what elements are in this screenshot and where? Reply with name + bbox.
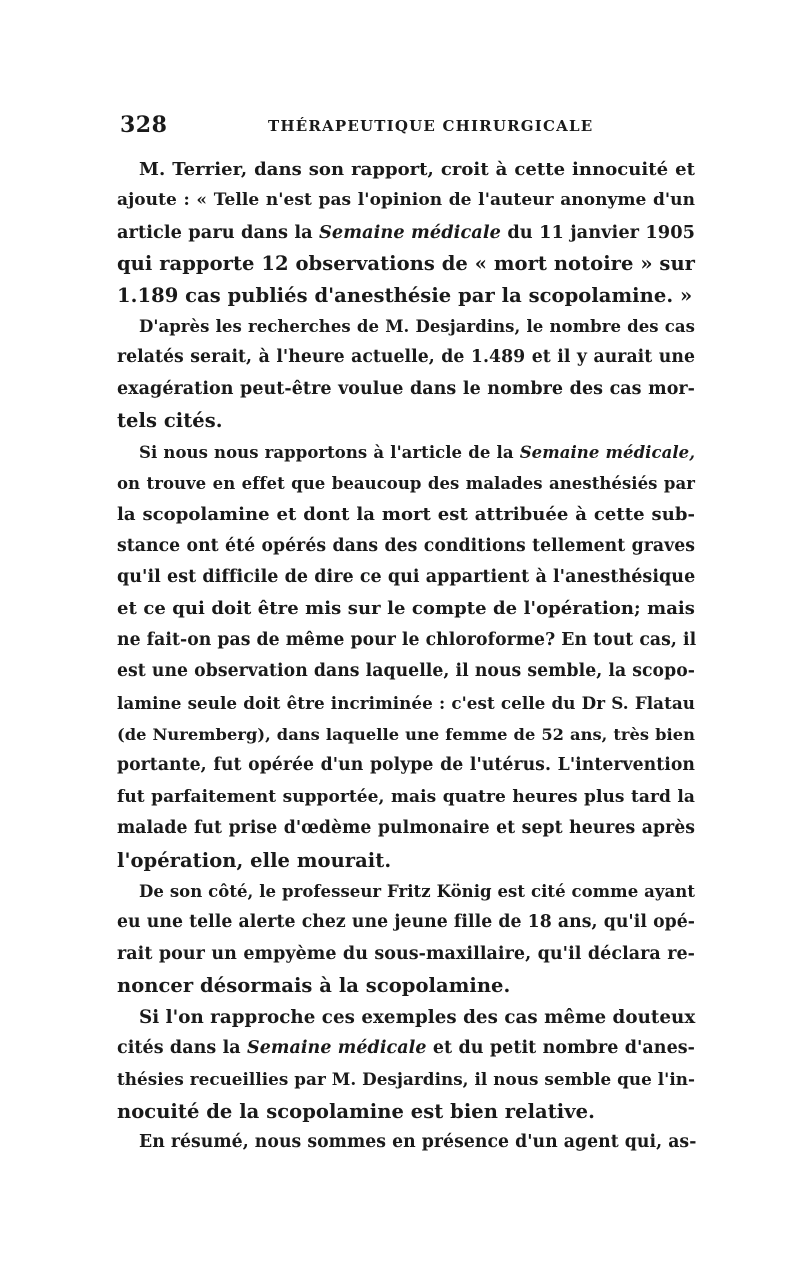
text-line: thésies recueillies par M. Desjardins, il nous semble que l'in-	[117, 1069, 695, 1090]
text-line: 1.189 cas publiés d'anesthésie par la scopolamine. »	[117, 283, 693, 307]
text-line: En résumé, nous sommes en présence d'un agent qui, as-	[139, 1132, 697, 1153]
text-line: stance ont été opérés dans des conditions tellement graves	[117, 535, 695, 556]
text-line: (de Nuremberg), dans laquelle une femme de 52 ans, très bien	[117, 725, 695, 745]
text-line: exagération peut-être voulue dans le nombre des cas mor-	[117, 378, 695, 399]
text-line: tels cités.	[117, 409, 223, 433]
page-header	[120, 112, 694, 142]
text-line: article paru dans la Semaine médicale du 11 janvier 1905	[117, 221, 695, 243]
journal-title: Semaine médicale	[247, 1037, 427, 1058]
text-line: qui rapporte 12 observations de « mort notoire » sur	[117, 252, 695, 276]
text-line: Si nous nous rapportons à l'article de la Semaine médicale,	[139, 442, 695, 462]
text-line: et ce qui doit être mis sur le compte de l'opération; mais	[117, 598, 695, 620]
text-line: noncer désormais à la scopolamine.	[117, 974, 511, 998]
body-text	[117, 154, 695, 1159]
text-line: la scopolamine et dont la mort est attribuée à cette sub-	[117, 504, 695, 526]
journal-title: Semaine médicale	[319, 221, 501, 243]
text-line: fut parfaitement supportée, mais quatre heures plus tard la	[117, 786, 695, 807]
text-line: qu'il est difficile de dire ce qui appartient à l'anesthésique	[117, 567, 696, 588]
text-line: on trouve en effet que beaucoup des malades anesthésiés par	[117, 473, 695, 493]
text-line: malade fut prise d'œdème pulmonaire et sept heures après	[117, 818, 695, 839]
text-line: M. Terrier, dans son rapport, croit à cette innocuité et	[139, 159, 695, 180]
text-line: Si l'on rapproche ces exemples des cas même douteux	[139, 1006, 696, 1028]
text-line: De son côté, le professeur Fritz König est cité comme ayant	[139, 881, 695, 901]
text-line: D'après les recherches de M. Desjardins, le nombre des cas	[139, 316, 695, 336]
text-line: portante, fut opérée d'un polype de l'utérus. L'intervention	[117, 755, 695, 776]
text-line: ajoute : « Telle n'est pas l'opinion de l'auteur anonyme d'un	[117, 190, 695, 211]
text-line: l'opération, elle mourait.	[117, 848, 392, 872]
running-head: THÉRAPEUTIQUE CHIRURGICALE	[268, 117, 594, 135]
text-line: rait pour un empyème du sous-maxillaire, qu'il déclara re-	[117, 943, 695, 964]
text-line: relatés serait, à l'heure actuelle, de 1.489 et il y aurait une	[117, 347, 695, 368]
text-line: ne fait-on pas de même pour le chloroforme? En tout cas, il	[117, 629, 697, 650]
journal-title: Semaine médicale,	[519, 442, 695, 462]
text-line: nocuité de la scopolamine est bien relative.	[117, 1099, 595, 1123]
text-line: eu une telle alerte chez une jeune fille de 18 ans, qu'il opé-	[117, 912, 695, 933]
text-line: est une observation dans laquelle, il nous semble, la scopo-	[117, 661, 695, 682]
page-number: 328	[120, 112, 168, 138]
text-line: lamine seule doit être incriminée : c'est celle du Dr S. Flatau	[117, 692, 695, 713]
text-line: cités dans la Semaine médicale et du petit nombre d'anes-	[117, 1037, 695, 1058]
